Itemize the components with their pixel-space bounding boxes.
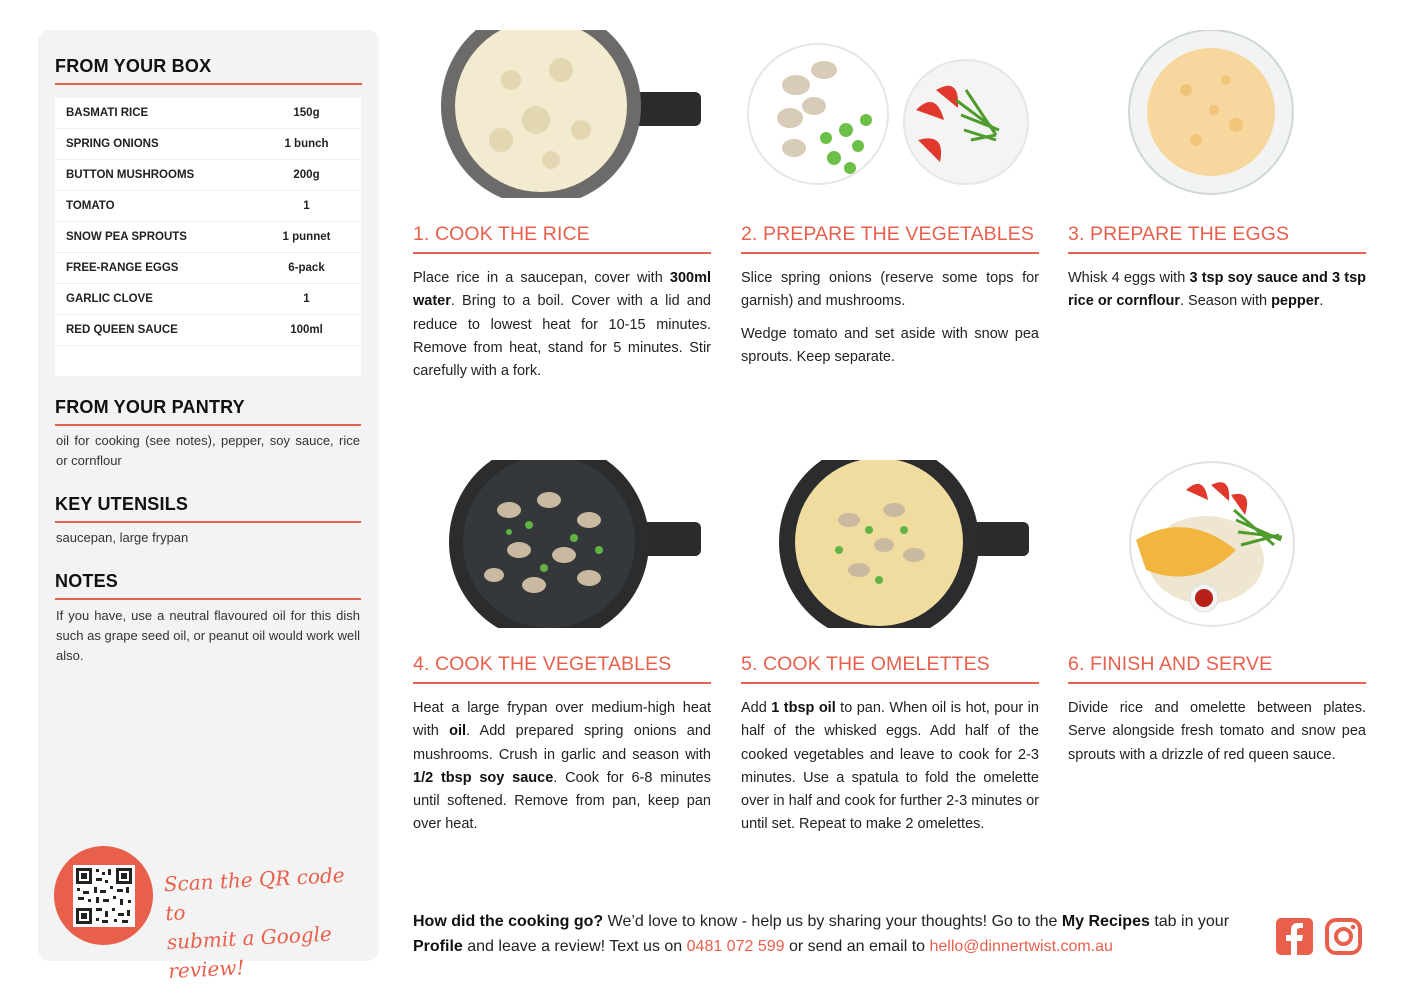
rice-saucepan-image xyxy=(441,30,703,198)
ingredient-qty: 200g xyxy=(293,169,320,181)
ingredient-row xyxy=(55,253,361,284)
text: Slice spring onions (reserve some tops for garnish) and mushrooms. xyxy=(741,270,1039,310)
qr-line-1: Scan the QR code to xyxy=(163,862,346,926)
text: to pan. When oil is hot, pour in half of the whisked eggs. Add half of the cooked vegetables and leave to cook for 2-3 minutes. Use a spatula to fold the omelette over in half and cook for further 2-3 minutes or until set. Repeat to make 2 omelettes. xyxy=(741,700,1039,833)
footer-text-1: We’d love to know - help us by sharing your thoughts! Go to the xyxy=(603,913,1062,930)
notes-title: NOTES xyxy=(55,571,361,600)
qr-review-prompt xyxy=(163,860,369,986)
ingredient-row xyxy=(55,191,361,222)
plated-dish-image xyxy=(1126,460,1298,628)
step-body xyxy=(741,697,1039,846)
text: . xyxy=(1319,293,1324,310)
footer-text-2: tab in your xyxy=(1149,913,1230,930)
ingredient-row xyxy=(55,160,361,191)
footer-text-4: or send an email to xyxy=(784,938,930,955)
ingredient-row xyxy=(55,222,361,253)
text: Wedge tomato and set aside with snow pea sprouts. Keep separate. xyxy=(741,325,1039,365)
utensils-title: KEY UTENSILS xyxy=(55,494,361,523)
ingredients-sidebar xyxy=(38,30,379,984)
step-title: 2. PREPARE THE VEGETABLES xyxy=(741,223,1039,254)
text: Heat a large frypan over medium-high heat with xyxy=(413,700,711,740)
notes-text: If you have, use a neutral flavoured oil for this dish such as grape seed oil, or peanut oil would work well also. xyxy=(56,608,360,663)
ingredient-name: BASMATI RICE xyxy=(66,107,149,119)
step-title: 6. FINISH AND SERVE xyxy=(1068,653,1366,684)
bold-text: 1/2 tbsp soy sauce xyxy=(413,769,554,786)
utensils-text: saucepan, large frypan xyxy=(56,530,189,545)
instagram-icon[interactable] xyxy=(1325,918,1362,955)
footer-text-3: and leave a review! Text us on xyxy=(462,938,687,955)
step-title: 4. COOK THE VEGETABLES xyxy=(413,653,711,684)
ingredient-qty: 1 xyxy=(303,200,310,212)
vegetables-plates-image xyxy=(746,30,1031,198)
phone-link[interactable]: 0481 072 599 xyxy=(686,938,785,955)
omelette-frypan-image xyxy=(779,460,1031,628)
qr-badge[interactable] xyxy=(54,846,153,945)
ingredient-qty: 6-pack xyxy=(288,262,325,274)
ingredient-name: TOMATO xyxy=(66,200,115,212)
step-paragraph xyxy=(413,267,711,383)
mushrooms-frypan-image xyxy=(449,460,703,628)
bold-text: oil xyxy=(449,723,467,740)
step-title: 5. COOK THE OMELETTES xyxy=(741,653,1039,684)
review-footer xyxy=(413,909,1263,959)
footer-question: How did the cooking go? xyxy=(413,913,604,930)
facebook-icon[interactable] xyxy=(1276,918,1313,955)
ingredient-qty: 100ml xyxy=(290,324,323,336)
text: Whisk 4 eggs with xyxy=(1068,270,1190,286)
profile-link[interactable]: Profile xyxy=(413,938,463,955)
ingredient-qty: 1 bunch xyxy=(284,138,329,150)
pantry-title: FROM YOUR PANTRY xyxy=(55,397,361,426)
ingredient-name: GARLIC CLOVE xyxy=(66,293,153,305)
step-paragraph xyxy=(741,267,1039,314)
ingredient-row xyxy=(55,129,361,160)
bold-text: 3 tsp soy sauce and 3 tsp rice or cornflour xyxy=(1068,270,1366,310)
text: . Season with xyxy=(1180,293,1272,310)
step-paragraph xyxy=(413,697,711,837)
qr-line-2: submit a Google review! xyxy=(166,921,333,984)
step-title: 1. COOK THE RICE xyxy=(413,223,711,254)
text: Divide rice and omelette between plates. Serve alongside fresh tomato and snow pea sprouts with a drizzle of red queen sauce. xyxy=(1068,700,1366,763)
step-body xyxy=(1068,267,1366,323)
ingredient-row xyxy=(55,315,361,346)
email-link[interactable]: hello@dinnertwist.com.au xyxy=(929,938,1113,955)
text: . Cook for 6-8 minutes until softened. Remove from pan, keep pan over heat. xyxy=(413,769,711,833)
step-paragraph xyxy=(741,697,1039,837)
step-paragraph xyxy=(1068,697,1366,767)
ingredient-row xyxy=(55,284,361,315)
ingredient-name: SNOW PEA SPROUTS xyxy=(66,231,187,243)
ingredient-name: BUTTON MUSHROOMS xyxy=(66,169,195,181)
ingredient-qty: 1 xyxy=(303,293,310,305)
text: Place rice in a saucepan, cover with xyxy=(413,270,670,286)
pantry-text: oil for cooking (see notes), pepper, soy sauce, rice or cornflour xyxy=(56,433,360,468)
my-recipes-link[interactable]: My Recipes xyxy=(1061,913,1150,930)
step-body xyxy=(413,267,711,392)
step-body xyxy=(413,697,711,846)
ingredient-row xyxy=(55,98,361,129)
ingredient-name: SPRING ONIONS xyxy=(66,138,159,150)
bold-text: 1 tbsp oil xyxy=(771,700,836,716)
table-spacer xyxy=(55,346,361,376)
text: . Add prepared spring onions and mushrooms. Crush in garlic and season with xyxy=(413,723,711,763)
bold-text: 300ml water xyxy=(413,270,711,310)
bold-text: pepper xyxy=(1271,293,1320,310)
box-ingredients-table xyxy=(55,98,361,376)
ingredient-qty: 150g xyxy=(293,107,320,119)
step-body xyxy=(1068,697,1366,776)
step-paragraph xyxy=(741,323,1039,370)
ingredient-name: RED QUEEN SAUCE xyxy=(66,324,178,336)
step-body xyxy=(741,267,1039,378)
ingredient-name: FREE-RANGE EGGS xyxy=(66,262,179,274)
text: Add xyxy=(741,700,772,716)
ingredient-qty: 1 punnet xyxy=(282,231,331,243)
step-title: 3. PREPARE THE EGGS xyxy=(1068,223,1366,254)
box-title: FROM YOUR BOX xyxy=(55,56,362,85)
whisked-eggs-bowl-image xyxy=(1126,30,1296,198)
step-paragraph xyxy=(1068,267,1366,314)
qr-code-icon[interactable] xyxy=(73,865,135,927)
text: . Bring to a boil. Cover with a lid and reduce to lowest heat for 10-15 minutes. Remove from heat, stand for 5 minutes. Stir carefully with a fork. xyxy=(413,293,711,380)
